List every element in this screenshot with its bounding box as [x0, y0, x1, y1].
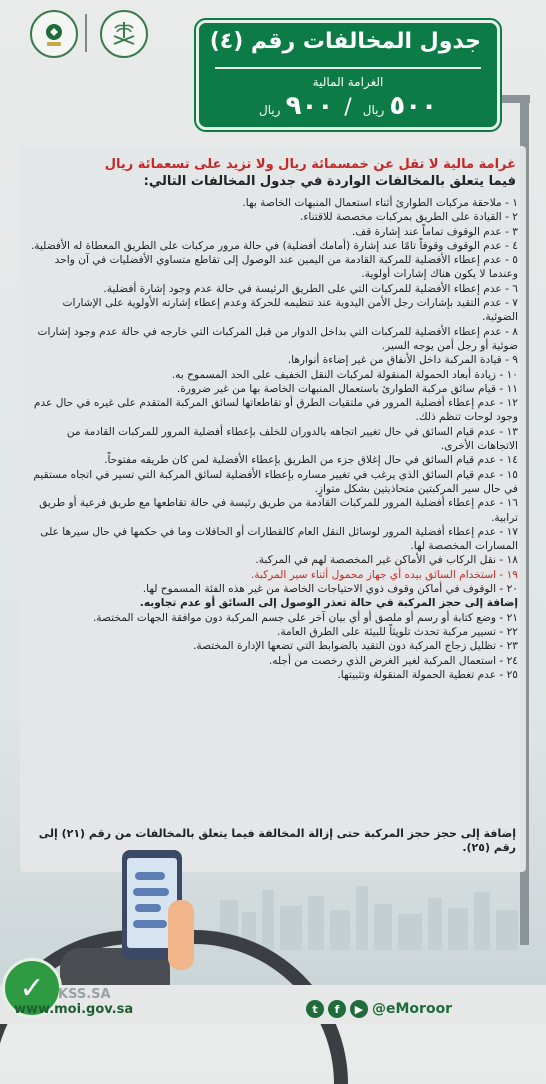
- violation-item: ١٥ - عدم قيام السائق الذي يرغب في تغيير مساره بإعطاء الأفضلية لسائق المركبة التي تسير في اتجاه مستقيم في حال سير المركبتين متحاذيتين بشكل متوازٍ.: [33, 468, 518, 495]
- footnote: إضافة إلى حجز حجز المركبة حتى إزالة المخالفة فيما يتعلق بالمخالفات من رقم (٢١) إلى رقم (٢٥).: [38, 827, 516, 854]
- website-link[interactable]: www.moi.gov.sa: [14, 1002, 134, 1017]
- violation-item: ٢ - القيادة على الطريق بمركبات مخصصة للاقتناء.: [300, 211, 518, 224]
- intro-line-1: غرامة مالية لا تقل عن خمسمائة ريال ولا تزيد على تسعمائة ريال: [104, 157, 516, 172]
- currency-min: ريال: [362, 103, 385, 117]
- table-title: جدول المخالفات رقم (٤): [209, 29, 481, 54]
- violation-item: ١١ - قيام سائق مركبة الطوارئ باستعمال المنبهات الخاصة بها من غير ضرورة.: [176, 382, 518, 395]
- violations-list: [24, 196, 518, 682]
- hand-illustration: [168, 900, 194, 970]
- violation-item: ٢٠ - الوقوف في أماكن وقوف ذوي الاحتياجات الخاصة من غير هذه الفئة المسموح لها.: [142, 583, 518, 596]
- checkmark-icon: ✓: [2, 958, 62, 1018]
- intro-text: [30, 156, 516, 190]
- violation-item: ١٣ - عدم قيام السائق في حال تغيير اتجاهه بالدوران للخلف بإعطاء أفضلية المرور للمركبات القادمة من الاتجاهات الأخرى.: [66, 425, 518, 453]
- youtube-icon[interactable]: ▶: [350, 1000, 368, 1018]
- violation-item: ١٠ - زيادة أبعاد الحمولة المنقولة لمركبات النقل الخفيف على الحد المسموح به.: [171, 368, 518, 381]
- violation-item: ٢٥ - عدم تغطية الحمولة المنقولة وتثبيتها.: [337, 668, 518, 681]
- violation-item: ١٧ - عدم إعطاء أفضلية المرور لوسائل النقل العام كالقطارات أو الحافلات وما في حكمها في حال سيرها على المسارات المخصصة لها.: [40, 525, 518, 553]
- social-handle[interactable]: @eMoroor: [372, 1001, 453, 1017]
- message-bubble: [133, 888, 169, 896]
- intro-line-2: فيما يتعلق بالمخالفات الواردة في جدول المخالفات التالي:: [143, 174, 516, 189]
- violation-item: ٣ - عدم الوقوف تماماً عند إشارة قف.: [351, 225, 518, 238]
- fine-min: ٥٠٠: [389, 91, 438, 121]
- violation-item: ٢١ - وضع كتابة أو رسم أو ملصق أو أي بيان آخر على جسم المركبة دون موافقة الجهات المختصة.: [92, 611, 518, 624]
- violation-item: ٦ - عدم إعطاء الأفضلية للمركبات التي على الطريق الرئيسة في حالة عدم وجود إشارة أفضلية.: [103, 282, 518, 295]
- fine-amount: [199, 91, 497, 121]
- range-separator: /: [344, 95, 352, 120]
- violation-item: ٨ - عدم إعطاء الأفضلية للمركبات التي بداخل الدوار من قبل المركبات التي خارجه في حالة عدم وجود إشارات ضوئية أو رجل أمن يوجه السير.: [37, 325, 518, 352]
- traffic-department-logo: [30, 10, 78, 58]
- palm-swords-icon: [108, 18, 140, 50]
- social-icons: [306, 1000, 368, 1018]
- violation-item-highlight: ١٩ - استخدام السائق بيده أي جهاز محمول أثناء سير المركبة.: [250, 568, 518, 581]
- twitter-icon[interactable]: t: [306, 1000, 324, 1018]
- fine-label: الغرامة المالية: [312, 75, 384, 89]
- message-bubble: [133, 920, 167, 928]
- facebook-icon[interactable]: f: [328, 1000, 346, 1018]
- violation-item: ١٢ - عدم إعطاء أفضلية المرور في ملتقيات الطرق أو تقاطعاتها لسائق المركبة المتقدم على غيره في حال عدم وجود لوحات تنظم ذلك.: [33, 397, 518, 424]
- road-sign: [196, 20, 500, 130]
- violation-item: ١٦ - عدم إعطاء أفضلية المرور للمركبات القادمة من طريق رئيسة في حالة تقاطعها مع طريق فرعية أو طريق ترابية.: [39, 497, 518, 524]
- currency-max: ريال: [258, 103, 281, 117]
- message-bubble: [135, 904, 161, 912]
- sign-divider: [215, 67, 481, 69]
- violation-item: ٥ - عدم إعطاء الأفضلية للمركبة القادمة من اليمين عند الوصول إلى تقاطع متساوي الأفضليات في آن واحد وعندما لا يكون هناك إشارات أولوية.: [54, 254, 518, 281]
- violation-item: ١٤ - عدم قيام السائق في حال إغلاق جزء من الطريق بإعطاء الأفضلية لمن كان طريقه مفتوحاً.: [104, 454, 518, 467]
- violation-item: ١ - ملاحقة مركبات الطوارئ أثناء استعمال المنبهات الخاصة بها.: [242, 197, 518, 209]
- logo-divider: [85, 14, 87, 52]
- violation-item: ٢٣ - تظليل زجاج المركبة دون التقيد بالضوابط التي تضعها الإدارة المختصة.: [193, 640, 518, 653]
- violation-item: ٢٢ - تسيير مركبة تحدث تلويثاً للبيئة على الطرق العامة.: [276, 625, 518, 638]
- message-bubble: [135, 872, 165, 880]
- watermark-text: KSS.SA: [58, 987, 111, 1002]
- fine-max: ٩٠٠: [285, 91, 334, 121]
- violation-item: ٧ - عدم التقيد بإشارات رجل الأمن اليدوية عند تنظيمه للحركة وعدم إعطاء إشارته الأولوية على الإشارات الضوئية.: [62, 297, 518, 324]
- violation-note: إضافة إلى حجز المركبة في حالة تعذر الوصول إلى السائق أو عدم تجاوبه.: [139, 597, 518, 610]
- violation-item: ١٨ - نقل الركاب في الأماكن غير المخصصة لهم في المركبة.: [255, 554, 518, 567]
- traffic-emblem-icon: [38, 18, 70, 50]
- violation-item: ٤ - عدم الوقوف وقوفاً تامًا عند إشارة (أمامك أفضلية) في حالة مرور مركبات على الطريق المعطاة له الأفضلية.: [30, 239, 518, 252]
- violation-item: ٢٤ - استعمال المركبة لغير الغرض الذي رخصت من أجله.: [268, 654, 518, 667]
- violation-item: ٩ - قيادة المركبة داخل الأنفاق من غير إضاءة أنوارها.: [287, 354, 518, 367]
- saudi-emblem-logo: [100, 10, 148, 58]
